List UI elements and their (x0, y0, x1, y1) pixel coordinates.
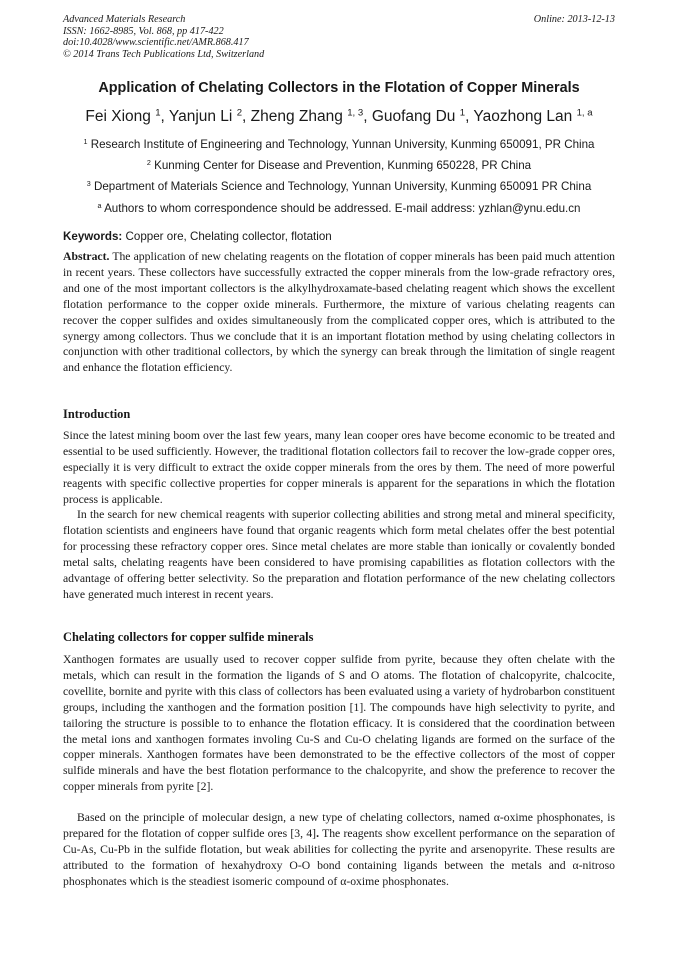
author-name: Yaozhong Lan (473, 108, 573, 125)
paper-title: Application of Chelating Collectors in the Flotation of Copper Minerals (98, 80, 580, 96)
abstract-paragraph (63, 249, 615, 376)
affiliation-text: Authors to whom correspondence should be addressed. E-mail address: yzhlan@ynu.edu.cn (104, 202, 581, 215)
abstract-label: Abstract. (63, 250, 110, 263)
affiliation-sup: 3 (86, 179, 91, 189)
affiliation-sup: a (97, 201, 102, 211)
affiliation-text: Kunming Center for Disease and Prevention, Kunming 650228, PR China (154, 159, 532, 172)
affiliation-2 (40, 159, 638, 172)
affiliation-sup: 2 (146, 158, 151, 168)
author-list: Fei Xiong $^1$, Yanjun Li $^2$, Zheng Zhang $^{1, 3}$, Guofang Du $^1$, Yaozhong Lan $^{1, a}$ (85, 107, 593, 125)
affiliation-3 (40, 180, 638, 193)
author-sup: 1 (155, 107, 161, 119)
issn-line: ISSN: 1662-8985, Vol. 868, pp 417-422 (63, 25, 224, 37)
keywords-line (63, 230, 332, 243)
sulfide-paragraph-1: Xanthogen formates are usually used to recover copper sulfide from pyrite, because they often chelate with the metals, which can result in the formation the ligands of S and O atoms. The flotation of chalcopyrite, chalcocite, covellite, bornite and pyrite with this class of collectors has been evaluated using a variety of hydrobarbon constituent groups, including the xanthogen and the formation position [1]. The compounds have high selectivity to pyrite, and tailoring the structure is possible to to enhance the flotation efficacy. It is considered that the coordination between the metal ions and xanthogen formates involing Cu-S and Cu-O chelating ligands are formed on the surface of the copper minerals. Xanthogen formates have been demonstrated to be the effective collectors of the most of copper sulfide minerals and have the best flotation performance to the chalcopyrite, and show the preference to recover the copper minerals from pyrite [2]. (63, 653, 615, 794)
author-sup: 2 (236, 107, 243, 119)
online-date: Online: 2013-12-13 (533, 14, 615, 25)
author-sup: 1, a (576, 107, 593, 119)
introduction-heading: Introduction (63, 407, 131, 421)
author-name: Yanjun Li (168, 108, 233, 125)
author-sup: 1 (459, 107, 466, 119)
intro-paragraph-2: In the search for new chemical reagents with superior collecting abilities and strong metal and mineral specificity, flotation scientists and engineers have found that organic reagents which form metal chelates offer the best potential for processing these refractory copper ores. Since metal chelates are more stable than ionically or covalently bonded metal salts, chelating reagents have been considered to have promising capabilities as flotation collectors with the advantage of offering better selectivity. So the preparation and flotation performance of the new chelating collectors have generated much interest in recent years. (63, 508, 615, 601)
author-name: Fei Xiong (85, 108, 151, 125)
affiliation-1 (40, 138, 638, 151)
author-name: Guofang Du (371, 108, 456, 125)
sulfide-paragraph-2 (63, 810, 615, 890)
sulfide-paragraph-2-text: Based on the principle of molecular design, a new type of chelating collectors, named α-oxime phosphonates, is prepared for the flotation of copper sulfide ores [3, 4] (63, 811, 615, 840)
section-heading-sulfide: Chelating collectors for copper sulfide minerals (63, 630, 314, 644)
keywords-text: Copper ore, Chelating collector, flotation (125, 230, 332, 243)
journal-name: Advanced Materials Research (63, 14, 186, 25)
abstract-text: The application of new chelating reagents on the flotation of copper minerals has been paid much attention in recent years. These collectors have successfully extracted the copper minerals from the low-grade refractory ores, and one of the most important collectors is the alkylhydroxamate-based chelating reagent which shows the excellent flotation performance to the copper oxide minerals. Furthermore, the mixture of various chelating reagents can recover the copper sulfides and oxides simultaneously from the complicated copper ores, which is attributed to the synergy among collectors. Thus we conclude that it is an important flotation method by using chelating collectors in conjunction with other traditional collectors, by which the synergy can break through the limitation of single reagent and enhance the flotation efficiency. (63, 250, 616, 375)
journal-header (63, 14, 615, 60)
correspondence-note (40, 202, 638, 215)
bold-period: . (316, 826, 319, 840)
author-name: Zheng Zhang (250, 108, 343, 125)
affiliation-text: Department of Materials Science and Technology, Yunnan University, Kunming 650091 PR China (93, 180, 592, 193)
author-sup: 1, 3 (347, 107, 364, 119)
copyright-line: © 2014 Trans Tech Publications Ltd, Switzerland (63, 48, 265, 60)
keywords-label: Keywords: (63, 230, 123, 243)
sulfide-paragraph-2-text-cont: The reagents show excellent performance on the separation of Cu-As, Cu-Pb in the sulfide flotation, but weak abilities for collecting the pyrite and arsenopyrite. These results are attributed to the formation of hexahydroxy O-O bond containing ligands between the metals and α-nitroso phosphonates which is the steadiest isomeric compound of α-oxime phosphonates. (63, 826, 616, 888)
intro-paragraph-1: Since the latest mining boom over the last few years, many lean cooper ores have become economic to be treated and essential to be used sufficiently. However, the traditional flotation collectors fail to recover the low-grade copper ores, especially it is very difficult to extract the oxide copper minerals from the ores by them. The need of more powerful reagents with specific collective properties for copper minerals is apparent for the separations in which the flotation process is applicable. (63, 429, 615, 506)
affiliation-sup: 1 (83, 137, 88, 147)
doi-line: doi:10.4028/www.scientific.net/AMR.868.417 (63, 37, 249, 49)
affiliation-text: Research Institute of Engineering and Technology, Yunnan University, Kunming 650091, PR China (90, 138, 595, 151)
